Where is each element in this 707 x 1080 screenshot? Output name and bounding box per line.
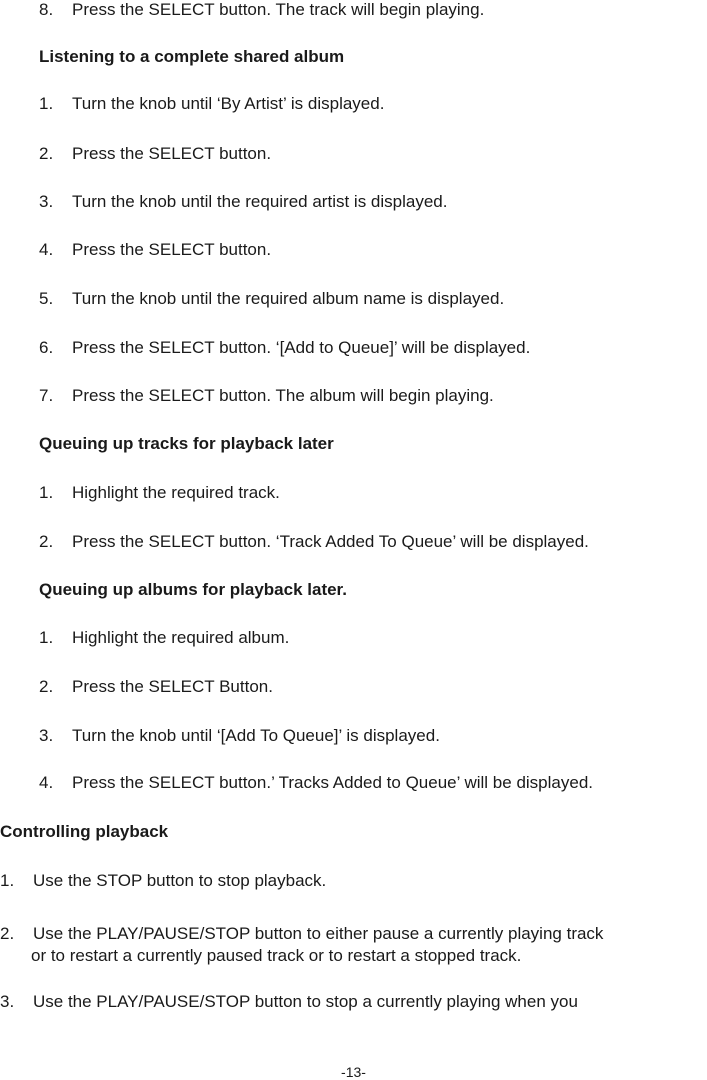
item-number: 3. [0, 992, 15, 1011]
item-number: 4. [39, 240, 54, 259]
section-heading: Queuing up albums for playback later. [39, 580, 347, 599]
item-text: Press the SELECT button. ‘[Add to Queue]’ will be displayed. [72, 338, 531, 357]
list-item [39, 532, 589, 552]
item-text: Press the SELECT Button. [72, 677, 273, 696]
item-number: 4. [39, 773, 54, 792]
item-text: Turn the knob until the required album name is displayed. [72, 289, 505, 308]
item-text: Highlight the required track. [72, 483, 280, 502]
item-number: 1. [39, 628, 54, 647]
item-number: 2. [39, 532, 54, 551]
section-heading: Listening to a complete shared album [39, 47, 345, 66]
list-item [39, 338, 530, 358]
list-item [39, 677, 273, 697]
item-number: 1. [39, 94, 54, 113]
item-number: 1. [0, 871, 15, 890]
list-item [0, 924, 603, 944]
item-number: 5. [39, 289, 54, 308]
item-number: 6. [39, 338, 54, 357]
section-heading: Controlling playback [0, 822, 169, 841]
item-text: Highlight the required album. [72, 628, 290, 647]
item-text: Turn the knob until ‘By Artist’ is displayed. [72, 94, 385, 113]
item-number: 2. [39, 677, 54, 696]
list-item [39, 144, 271, 164]
list-item [39, 94, 384, 114]
list-item [39, 192, 447, 212]
item-number: 8. [39, 0, 54, 19]
item-text: Use the STOP button to stop playback. [33, 871, 327, 890]
item-number: 7. [39, 386, 54, 405]
list-item [39, 773, 593, 793]
list-item [0, 871, 326, 891]
item-number: 1. [39, 483, 54, 502]
item-text: Press the SELECT button. The album will begin playing. [72, 386, 494, 405]
item-number: 3. [39, 726, 54, 745]
item-text: Press the SELECT button.’ Tracks Added to Queue’ will be displayed. [72, 773, 593, 792]
list-item [39, 628, 289, 648]
item-text: Turn the knob until ‘[Add To Queue]’ is displayed. [72, 726, 440, 745]
item-number: 3. [39, 192, 54, 211]
item-text-continuation: or to restart a currently paused track or to restart a stopped track. [31, 946, 522, 965]
list-item [39, 240, 271, 260]
section-heading: Queuing up tracks for playback later [39, 434, 334, 453]
list-item [0, 992, 578, 1012]
list-item [39, 483, 280, 503]
item-text: Turn the knob until the required artist is displayed. [72, 192, 448, 211]
item-text: Press the SELECT button. [72, 240, 272, 259]
item-text: Press the SELECT button. The track will begin playing. [72, 0, 485, 19]
item-number: 2. [39, 144, 54, 163]
list-item [39, 0, 484, 20]
list-item [39, 386, 494, 406]
list-item [39, 726, 440, 746]
item-number: 2. [0, 924, 15, 943]
page-number: -13- [341, 1064, 366, 1080]
item-text: Press the SELECT button. [72, 144, 272, 163]
item-text: Use the PLAY/PAUSE/STOP button to either pause a currently playing track [33, 924, 604, 943]
list-item [39, 289, 504, 309]
item-text: Use the PLAY/PAUSE/STOP button to stop a currently playing when you [33, 992, 578, 1011]
item-text: Press the SELECT button. ‘Track Added To Queue’ will be displayed. [72, 532, 589, 551]
